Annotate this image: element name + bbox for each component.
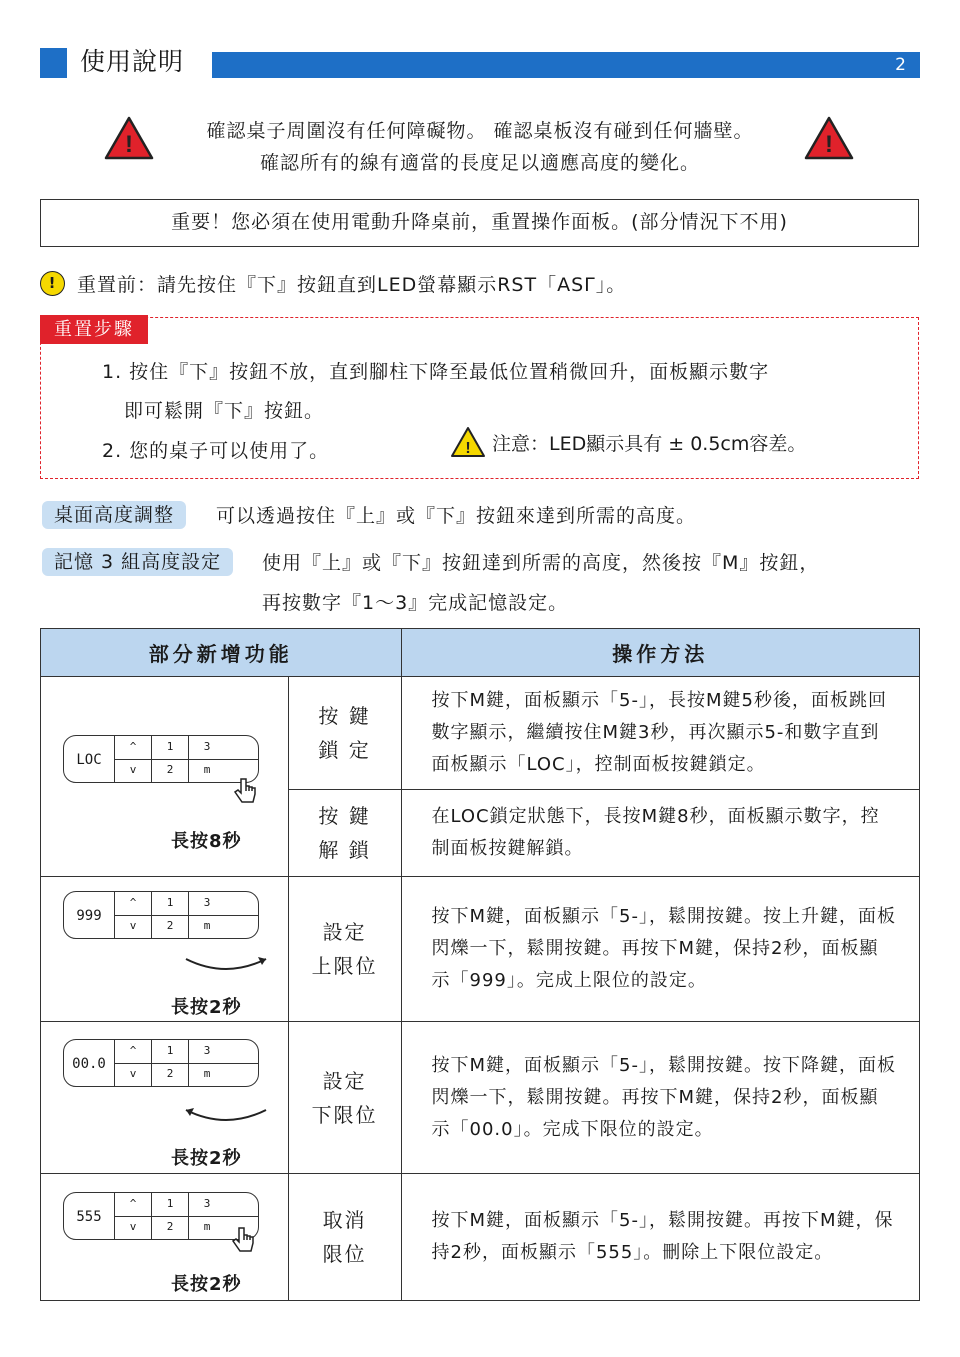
warning-line-1: 確認桌子周圍沒有任何障礙物。 確認桌板沒有碰到任何牆壁。 [206, 120, 754, 142]
warning-triangle-icon [450, 426, 486, 458]
operation-text: 按下M鍵，面板顯示「5-」，鬆開按鍵。再按下M鍵，保持2秒，面板顯示「555」。刪除上下限位設定。 [401, 1174, 920, 1301]
arrow-icon [176, 939, 276, 979]
key-m: m [188, 1216, 225, 1239]
key-2: 2 [151, 1216, 188, 1239]
panel-display: 999 [76, 908, 102, 924]
hold-duration: 長按2秒 [171, 997, 242, 1018]
operation-text: 按下M鍵，面板顯示「5-」，鬆開按鍵。按上升鍵，面板閃爍一下，鬆開按鍵。再按下M鍵，保持2秒，面板顯示「999」。完成上限位的設定。 [401, 877, 920, 1022]
cancel-limit-illustration [41, 1174, 289, 1301]
key-1: 1 [151, 892, 188, 915]
page-number: 2 [212, 52, 920, 78]
section-header [40, 48, 920, 78]
feature-table [40, 628, 920, 1301]
arrow-icon [176, 1090, 276, 1130]
function-name: 設定 下限位 [288, 1022, 401, 1174]
up-key: ^ [114, 892, 151, 915]
reset-step-1-cont: 即可鬆開『下』按鈕。 [124, 400, 325, 422]
function-name: 設定 上限位 [288, 877, 401, 1022]
header-square [40, 48, 67, 78]
reset-step-2: 2. 您的桌子可以使用了。 [102, 440, 330, 462]
table-header-features: 部分新增功能 [41, 629, 402, 677]
hold-duration: 長按2秒 [171, 1148, 242, 1169]
operation-text: 按下M鍵，面板顯示「5-」，鬆開按鍵。按下降鍵，面板閃爍一下，鬆開按鍵。再按下M鍵，保持2秒，面板顯示「00.0」。完成下限位的設定。 [401, 1022, 920, 1174]
panel-display: 555 [76, 1209, 102, 1225]
table-header-method: 操作方法 [401, 629, 920, 677]
memory-label: 記憶 3 組高度設定 [42, 548, 233, 576]
up-key: ^ [114, 1040, 151, 1063]
key-2: 2 [151, 1063, 188, 1086]
lower-limit-illustration [41, 1022, 289, 1174]
function-name: 按 鍵 解 鎖 [288, 790, 401, 877]
panel-display: LOC [76, 752, 102, 768]
key-2: 2 [151, 759, 188, 782]
memory-text-2: 再按數字『1～3』完成記憶設定。 [262, 592, 569, 614]
tolerance-text: 注意：LED顯示具有 ± 0.5cm容差。 [492, 432, 807, 455]
exclamation-circle-icon: ! [40, 271, 65, 296]
page-title: 使用說明 [80, 47, 185, 76]
height-adjust-text: 可以透過按住『上』或『下』按鈕來達到所需的高度。 [216, 505, 697, 527]
upper-limit-illustration [41, 877, 289, 1022]
pre-reset-text: 重置前：請先按住『下』按鈕直到LED螢幕顯示RST「ASΓ」。 [77, 273, 627, 296]
reset-steps-tag: 重置步驟 [40, 315, 148, 344]
control-panel [63, 735, 259, 783]
hand-pointer-icon [233, 777, 257, 805]
hold-duration: 長按8秒 [171, 831, 242, 852]
up-key: ^ [114, 1193, 151, 1216]
hand-pointer-icon [231, 1226, 255, 1254]
panel-display: 00.0 [72, 1056, 106, 1072]
key-m: m [188, 1063, 225, 1086]
hold-duration: 長按2秒 [171, 1274, 242, 1295]
height-adjust-label: 桌面高度調整 [42, 501, 186, 529]
svg-text:!: ! [465, 440, 471, 457]
key-3: 3 [188, 1193, 225, 1216]
operation-text: 在LOC鎖定狀態下，長按M鍵8秒，面板顯示數字，控制面板按鍵解鎖。 [401, 790, 920, 877]
key-m: m [188, 759, 225, 782]
warning-line-2: 確認所有的線有適當的長度足以適應高度的變化。 [259, 152, 700, 174]
down-key: v [114, 759, 151, 782]
reset-step-1: 1. 按住『下』按鈕不放，直到腳柱下降至最低位置稍微回升，面板顯示數字 [102, 361, 770, 383]
svg-text:!: ! [825, 131, 833, 158]
control-panel [63, 891, 259, 939]
pre-reset-note [40, 268, 626, 298]
key-3: 3 [188, 736, 225, 759]
function-name: 取消 限位 [288, 1174, 401, 1301]
key-1: 1 [151, 1040, 188, 1063]
down-key: v [114, 1216, 151, 1239]
lock-panel-illustration [41, 677, 289, 877]
tolerance-note [450, 426, 806, 458]
important-notice: 重要！您必須在使用電動升降桌前，重置操作面板。(部分情況下不用) [40, 199, 919, 247]
control-panel [63, 1039, 259, 1087]
key-1: 1 [151, 736, 188, 759]
svg-text:!: ! [125, 131, 133, 158]
down-key: v [114, 915, 151, 938]
operation-text: 按下M鍵，面板顯示「5-」，長按M鍵5秒後，面板跳回數字顯示，繼續按住M鍵3秒，再次顯示5-和數字直到面板顯示「LOC」，控制面板按鍵鎖定。 [401, 677, 920, 790]
control-panel [63, 1192, 259, 1240]
key-m: m [188, 915, 225, 938]
up-key: ^ [114, 736, 151, 759]
down-key: v [114, 1063, 151, 1086]
function-name: 按 鍵 鎖 定 [288, 677, 401, 790]
memory-text-1: 使用『上』或『下』按鈕達到所需的高度，然後按『M』按鈕， [262, 552, 820, 574]
key-2: 2 [151, 915, 188, 938]
key-1: 1 [151, 1193, 188, 1216]
key-3: 3 [188, 892, 225, 915]
key-3: 3 [188, 1040, 225, 1063]
